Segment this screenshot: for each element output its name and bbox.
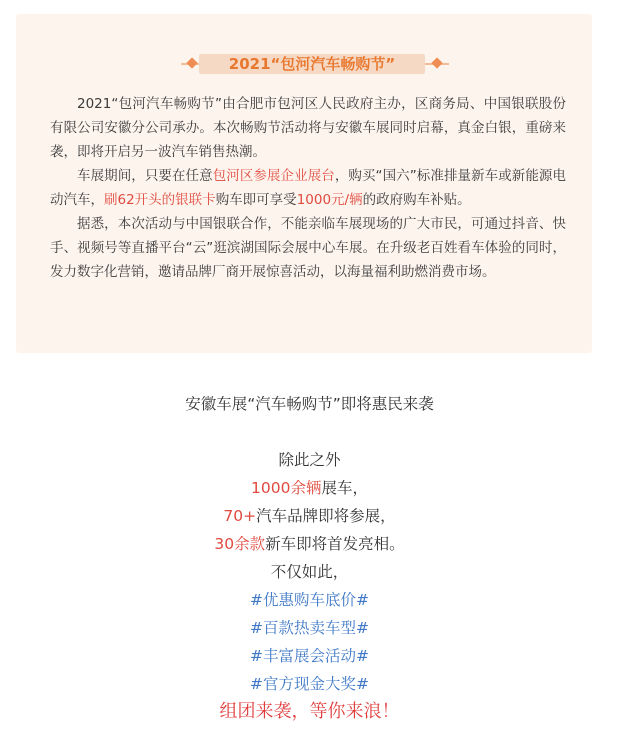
p2-highlight-subsidy: 1000元/辆: [296, 192, 363, 208]
more-line: 不仅如此，: [270, 563, 349, 581]
models-line: [0, 530, 619, 558]
p2-text-3: 购车即可享受: [215, 192, 297, 208]
p2-text-2: ，购买“国六”标准排量新车或新能源电动汽车，: [50, 168, 566, 208]
paragraph-2: [50, 164, 566, 212]
final-slogan: 组团来袭，等你来浪！: [219, 701, 400, 722]
cars-line: [0, 474, 619, 502]
besides-line: 除此之外: [278, 451, 341, 469]
paragraph-3: 据悉，本次活动与中国银联合作，不能亲临车展现场的广大市民，可通过抖音、快手、视频号等直播平台“云”逛滨湖国际会展中心车展。在升级老百姓看车体验的同时，发力数字化营销，邀请品牌厂商开展惊喜活动，以海量福利助燃消费市场。: [50, 216, 566, 280]
cars-count: 1000余辆: [251, 479, 322, 497]
models-count: 30余款: [214, 535, 266, 553]
hashtag-models[interactable]: #百款热卖车型#: [250, 619, 369, 637]
section-title: [16, 54, 592, 74]
section-title-text: 2021“包河汽车畅购节”: [199, 54, 425, 74]
spacer: [0, 418, 619, 446]
cars-text: 展车，: [321, 479, 368, 497]
brands-count: 70+: [223, 507, 257, 525]
diamond-icon-left: [186, 57, 197, 68]
p2-text-1: 车展期间，只要在任意: [77, 168, 213, 184]
p2-highlight-card: 刷62开头的银联卡: [104, 192, 216, 208]
paragraph-1: 2021“包河汽车畅购节”由合肥市包河区人民政府主办，区商务局、中国银联股份有限公司安徽分公司承办。本次畅购节活动将与安徽车展同时启幕，真金白银，重磅来袭，即将开启另一波汽车销售热潮。: [50, 96, 566, 160]
brands-text: 汽车品牌即将参展，: [256, 507, 396, 525]
promo-section: [0, 390, 619, 726]
diamond-icon-right: [431, 57, 442, 68]
models-text: 新车即将首发亮相。: [265, 535, 405, 553]
brands-line: [0, 502, 619, 530]
hashtag-prizes[interactable]: #官方现金大奖#: [250, 675, 369, 693]
hashtag-activities[interactable]: #丰富展会活动#: [250, 647, 369, 665]
p2-highlight-exhibitors: 包河区参展企业展台: [212, 168, 335, 184]
hashtag-price[interactable]: #优惠购车底价#: [250, 591, 369, 609]
intro-card: [16, 14, 592, 353]
card-body: [50, 92, 566, 284]
p2-text-4: 的政府购车补贴。: [362, 192, 471, 208]
promo-headline: 安徽车展“汽车畅购节”即将惠民来袭: [185, 395, 434, 413]
